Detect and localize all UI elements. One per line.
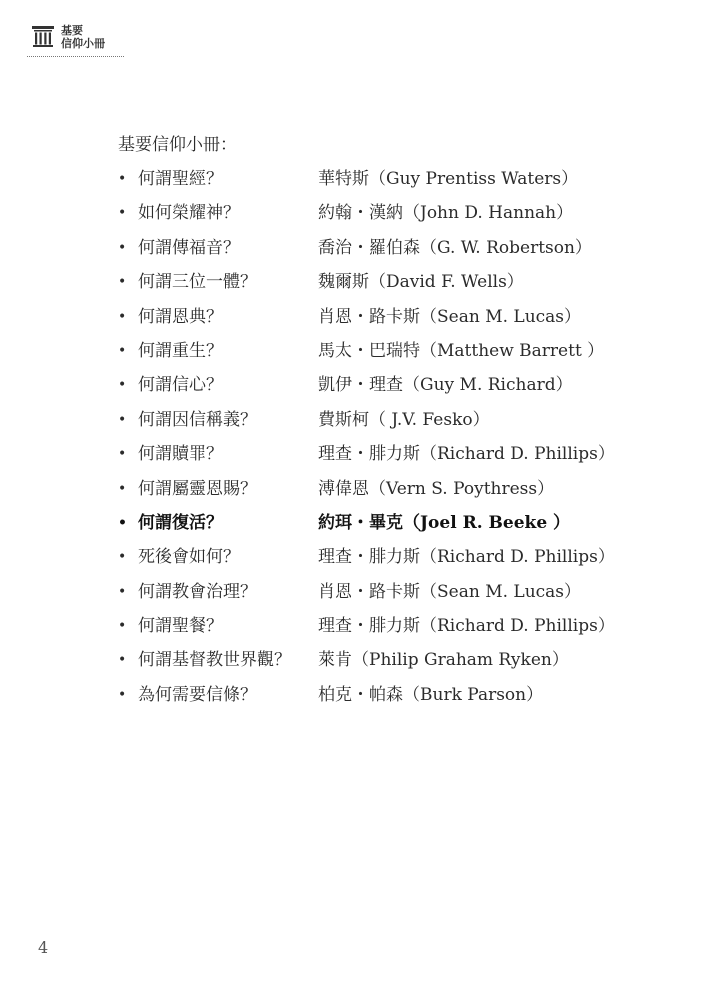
booklet-title: 何謂恩典？ <box>138 306 223 327</box>
bullet-icon: • <box>118 205 127 222</box>
booklet-title: 何謂贖罪？ <box>138 444 223 465</box>
bullet-icon: • <box>118 446 127 463</box>
pillar-logo-icon <box>31 24 55 48</box>
booklet-author: 費斯柯（ J.V. Fesko） <box>318 409 490 430</box>
booklet-list-section <box>118 128 678 712</box>
booklet-author: 萊肯（Philip Graham Ryken） <box>318 650 569 671</box>
bullet-icon: • <box>118 239 127 256</box>
booklet-author: 溥偉恩（Vern S. Poythress） <box>318 478 555 499</box>
list-item <box>118 643 678 677</box>
bullet-icon: • <box>118 342 127 359</box>
booklet-title: 何謂因信稱義？ <box>138 409 257 430</box>
booklet-author: 華特斯（Guy Prentiss Waters） <box>318 169 579 189</box>
bullet-icon: • <box>118 549 127 566</box>
bullet-icon: • <box>118 377 127 394</box>
bullet-icon: • <box>118 274 127 291</box>
booklet-author: 柏克・帕森（Burk Parson） <box>318 684 544 705</box>
list-item <box>118 196 678 230</box>
booklet-author: 喬治・羅伯森（G. W. Robertson） <box>318 237 592 258</box>
bullet-icon: • <box>118 480 127 497</box>
list-item <box>118 575 678 609</box>
list-item <box>118 403 678 437</box>
booklet-title: 何謂復活？ <box>138 512 223 533</box>
header-title-line1: 基要 <box>61 24 83 37</box>
booklet-author: 馬太・巴瑞特（Matthew Barrett ） <box>318 340 605 361</box>
booklet-author: 理查・腓力斯（Richard D. Phillips） <box>318 547 615 568</box>
list-item <box>118 506 678 540</box>
booklet-author: 約珥・畢克（Joel R. Beeke ） <box>318 512 571 533</box>
booklet-author: 魏爾斯（David F. Wells） <box>318 272 524 293</box>
bullet-icon: • <box>118 652 127 669</box>
booklet-author: 凱伊・理查（Guy M. Richard） <box>318 375 573 396</box>
booklet-title: 何謂聖餐？ <box>138 616 223 637</box>
bullet-icon: • <box>118 618 127 635</box>
booklet-title: 何謂重生？ <box>138 340 223 361</box>
booklet-title: 何謂教會治理？ <box>138 581 257 602</box>
list-item <box>118 368 678 402</box>
booklet-author: 理查・腓力斯（Richard D. Phillips） <box>318 616 615 637</box>
booklet-title: 如何榮耀神？ <box>138 203 240 224</box>
booklet-author: 約翰・漢納（John D. Hannah） <box>318 203 574 224</box>
booklet-title: 何謂聖經？ <box>138 169 223 189</box>
page-number: 4 <box>38 938 49 957</box>
list-item <box>118 162 678 196</box>
booklet-list <box>118 162 678 712</box>
booklet-title: 何謂三位一體？ <box>138 272 257 293</box>
bullet-icon: • <box>118 583 127 600</box>
booklet-title: 何謂傳福音？ <box>138 237 240 258</box>
list-item <box>118 472 678 506</box>
page-header <box>27 22 127 62</box>
list-intro: 基要信仰小冊： <box>118 135 237 155</box>
booklet-title: 為何需要信條？ <box>138 684 257 705</box>
list-item <box>118 300 678 334</box>
bullet-icon: • <box>118 171 127 187</box>
booklet-title: 何謂基督教世界觀？ <box>138 650 291 671</box>
list-item <box>118 609 678 643</box>
list-item <box>118 678 678 712</box>
header-title-line2: 信仰小冊 <box>61 37 105 50</box>
list-item <box>118 265 678 299</box>
bullet-icon: • <box>118 686 127 703</box>
bullet-icon: • <box>118 411 127 428</box>
booklet-title: 死後會如何？ <box>138 547 240 568</box>
list-item <box>118 540 678 574</box>
booklet-title: 何謂屬靈恩賜？ <box>138 478 257 499</box>
list-item <box>118 231 678 265</box>
booklet-title: 何謂信心？ <box>138 375 223 396</box>
booklet-author: 肖恩・路卡斯（Sean M. Lucas） <box>318 581 582 602</box>
booklet-author: 理查・腓力斯（Richard D. Phillips） <box>318 444 615 465</box>
header-divider <box>27 56 124 57</box>
list-item <box>118 437 678 471</box>
booklet-author: 肖恩・路卡斯（Sean M. Lucas） <box>318 306 582 327</box>
bullet-icon: • <box>118 308 127 325</box>
header-title <box>61 24 105 50</box>
list-item <box>118 334 678 368</box>
bullet-icon: • <box>118 514 127 531</box>
